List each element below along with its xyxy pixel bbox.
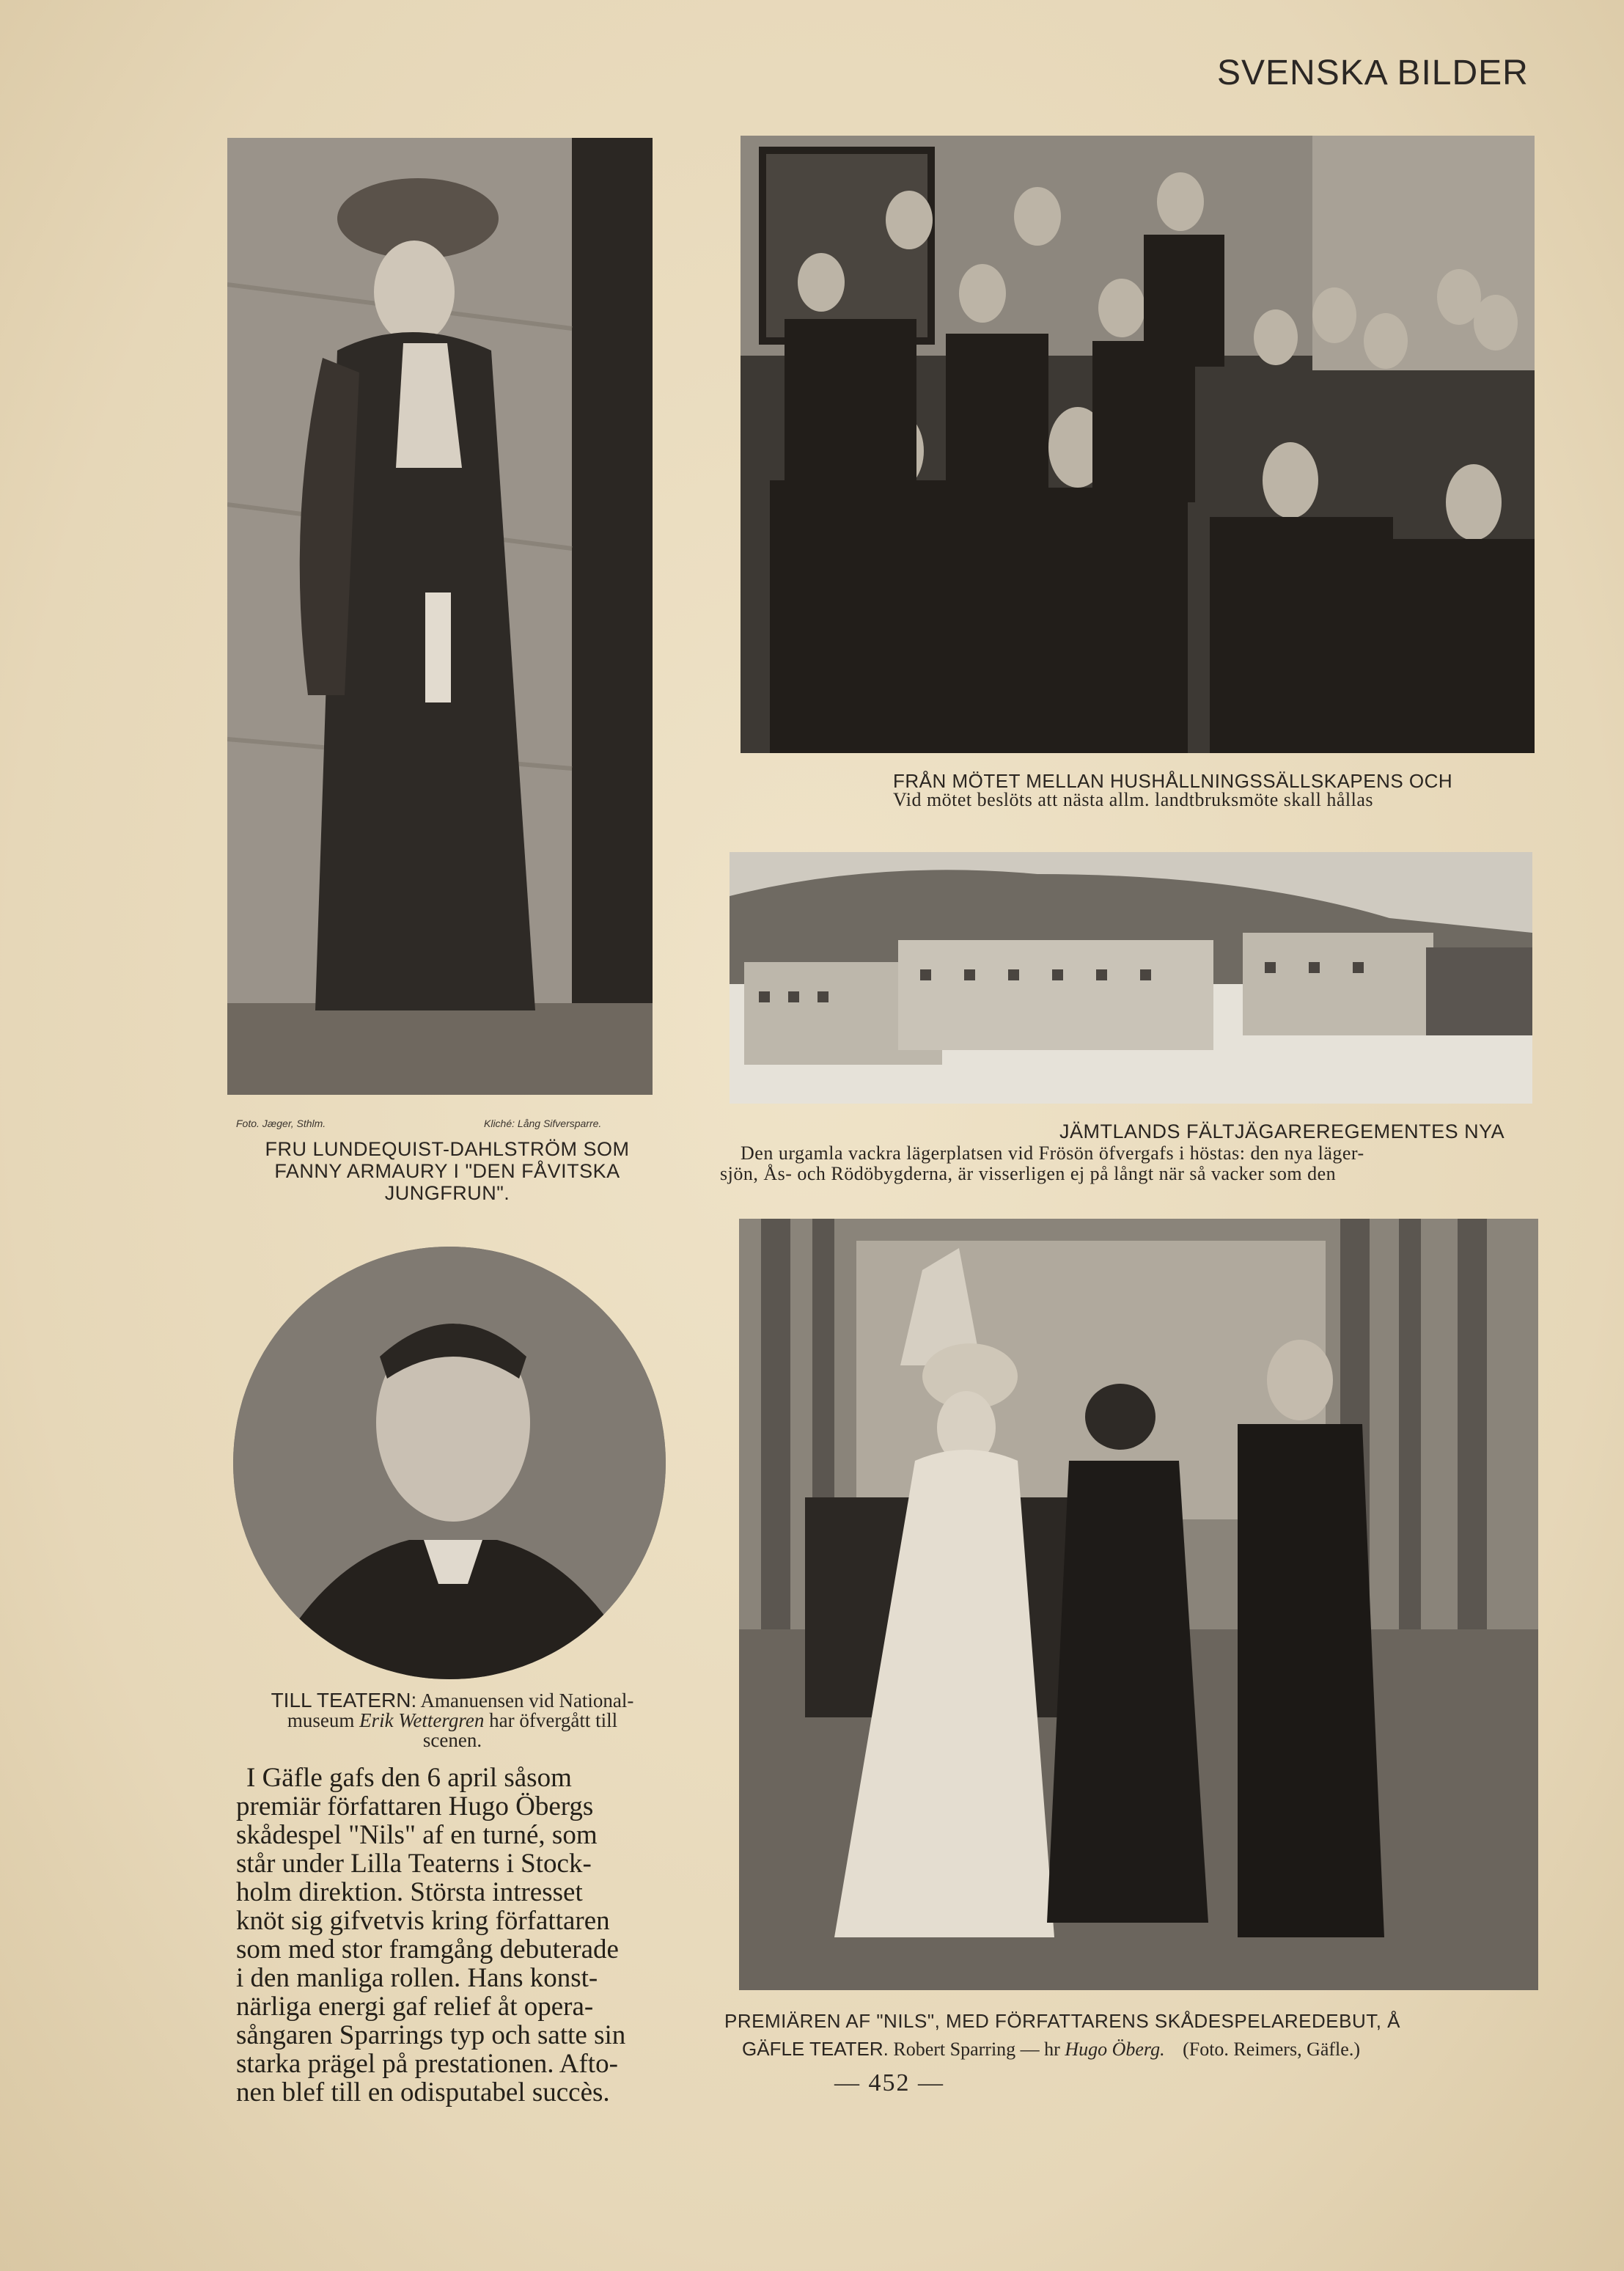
article-line: skådespel "Nils" af en turné, som (236, 1820, 598, 1850)
actor-caption-text: museum (287, 1709, 355, 1731)
article-line: närliga energi gaf relief åt opera- (236, 1992, 594, 2022)
portrait-caption-line: FANNY ARMAURY I "DEN FÅVITSKA (274, 1160, 620, 1182)
meeting-group-photo (741, 136, 1535, 753)
actor-portrait-photo (233, 1247, 666, 1679)
premiere-caption-lead: GÄFLE TEATER. (742, 2038, 889, 2060)
photo-credit-right: Kliché: Lång Sifversparre. (484, 1118, 602, 1129)
photo-credit-left: Foto. Jæger, Sthlm. (236, 1118, 326, 1129)
article-line: som med stor framgång debuterade (236, 1934, 619, 1964)
barracks-caption-title: JÄMTLANDS FÄLTJÄGAREREGEMENTES NYA (1059, 1120, 1505, 1142)
portrait-caption-line: FRU LUNDEQUIST-DAHLSTRÖM SOM (265, 1138, 630, 1160)
premiere-caption-line2 (742, 2038, 1360, 2061)
actor-caption-line (236, 1690, 669, 1711)
actor-caption-lead: TILL TEATERN: (271, 1689, 417, 1711)
running-head: SVENSKA BILDER (1217, 54, 1529, 92)
article-line: I Gäfle gafs den 6 april såsom (246, 1763, 572, 1793)
article-line: premiär författaren Hugo Öbergs (236, 1791, 594, 1821)
meeting-caption-title: FRÅN MÖTET MELLAN HUSHÅLLNINGSSÄLLSKAPENS OCH (893, 770, 1453, 792)
portrait-caption (227, 1138, 667, 1204)
premiere-author-name: Hugo Öberg. (1065, 2039, 1165, 2060)
actor-caption (236, 1690, 669, 1750)
portrait-caption-line: JUNGFRUN". (384, 1182, 510, 1204)
barracks-photo (730, 852, 1532, 1104)
article-line: i den manliga rollen. Hans konst- (236, 1963, 598, 1993)
barracks-caption-line: Den urgamla vackra lägerplatsen vid Frösön öfvergafs i höstas: den nya läger- (741, 1142, 1364, 1164)
article-line: knöt sig gifvetvis kring författaren (236, 1906, 610, 1936)
page-number: — 452 — (834, 2069, 944, 2096)
article-line: står under Lilla Teaterns i Stock- (236, 1849, 592, 1879)
premiere-caption-line: PREMIÄREN AF "NILS", MED FÖRFATTARENS SKÅDESPELAREDEBUT, Å (724, 2010, 1401, 2032)
meeting-caption-text: Vid mötet beslöts att nästa allm. landtbruksmöte skall hållas (893, 789, 1373, 810)
actor-caption-line: scenen. (422, 1729, 482, 1751)
premiere-photo-credit: (Foto. Reimers, Gäfle.) (1183, 2039, 1360, 2060)
article-line: starka prägel på prestationen. Afto- (236, 2049, 618, 2079)
actor-caption-text: Amanuensen vid National- (420, 1690, 634, 1711)
actor-caption-line (236, 1711, 669, 1731)
article-line: nen blef till en odisputabel succès. (236, 2077, 610, 2107)
premiere-caption-text: Robert Sparring — hr (893, 2039, 1060, 2060)
article-line: sångaren Sparrings typ och satte sin (236, 2020, 626, 2050)
actor-caption-text: har öfvergått till (489, 1709, 618, 1731)
premiere-stage-photo (739, 1219, 1538, 1990)
article-line: holm direktion. Största intresset (236, 1877, 583, 1907)
barracks-caption-line: sjön, Ås- och Rödöbygderna, är visserligen ej på långt när så vacker som den (720, 1163, 1337, 1184)
actor-name: Erik Wettergren (359, 1709, 485, 1731)
article-text (236, 1764, 683, 2107)
portrait-photo (227, 138, 653, 1095)
